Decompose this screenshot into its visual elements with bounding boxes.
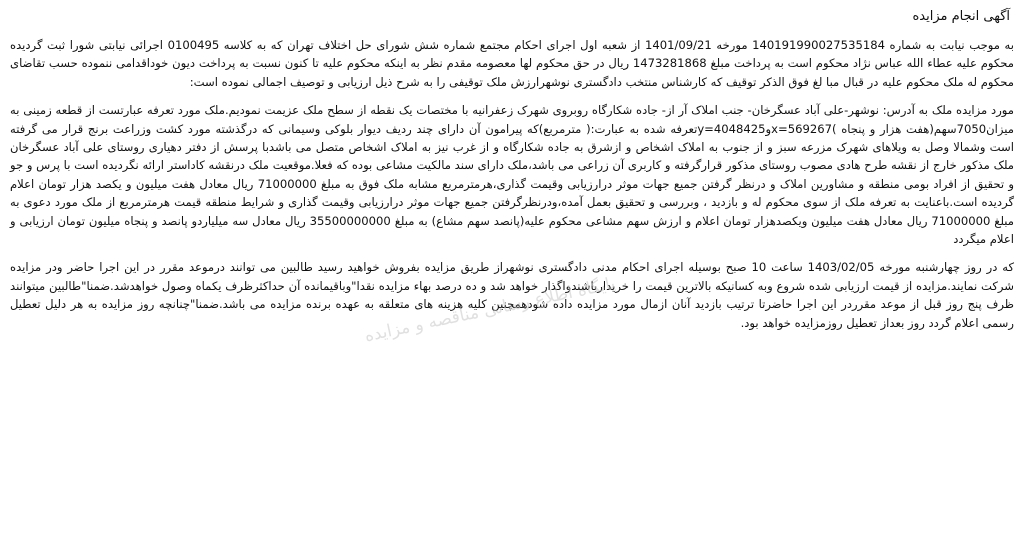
notice-paragraph-property-description: مورد مزایده ملک به آدرس: نوشهر-علی آباد عسگرخان- جنب املاک آر از- جاده شکارگاه روبروی شهرک زعفرانیه با مختصات یک نقطه از سطح ملک عزیمت نمودیم.ملک مورد تعرفه عبارتست از قطعه زمینی به میزان7050سهم(هفت هزار و پنجاه )x=569267وy=4048425تعرفه شده به عبارت:( مترمربع)که پیرامون آن دارای چند ردیف دیوار بلوکی وسیمانی که درگذشته مورد کشت وزراعت برنج قرار می گرفته است وشمالا وصل به ویلاهای شهرک مزرعه سبز و از جنوب به املاک اشخاص و ازشرق به جاده شکارگاه و از غرب نیز به املاک اشخاص متصل می باشدبا پرسش از دفتر دهیاری روستای علی آباد عسگرخان ملک مذکور خارج از نقشه طرح هادی مصوب روستای مذکور قرارگرفته و کاربری آن زراعی می باشد،ملک دارای سند مالکیت مشاعی بوده که فعلا.موقعیت ملک درنقشه کاداستر ارائه نگردیده است با پرس و جو و تحقیق از افراد بومی منطقه و مشاورین املاک و درنظر گرفتن جمیع جهات موثر درارزیابی وقیمت گذاری،هرمترمربع مشابه ملک فوق به مبلغ 71000000 ریال معادل هفت میلیون و یکصد هزار تومان اعلام گردیده است.باعنایت به تعرفه ملک از سوی محکوم له و بازدید ، وبررسی و تحقیق بعمل آمده،ودرنظرگرفتن جمیع جهات موثر درارزیابی وقیمت گذاری و شرایط منطقه قیمت هرمترمربع از ملک مورد دعوی به مبلغ 71000000 ریال معادل هفت میلیون ویکصدهزار تومان اعلام و ارزش سهم مشاعی محکوم علیه(پانصد سهم مشاع) به مبلغ 35500000000 ریال معادل سه میلیاردو پانصد و پنجاه میلیون تومان ارزیابی و اعلام میگردد [10, 103, 1015, 247]
notice-title: آگهی انجام مزایده [912, 9, 1010, 24]
notice-paragraph-auction-terms: که در روز چهارشنبه مورخه 1403/02/05 ساعت 10 صبح بوسیله اجرای احکام مدنی دادگستری نوشهراز طریق مزایده بفروش خواهید رسید طالبین می توانند درموعد مقرر در این اجرا حاضر ودر مزایده شرکت نمایند.مزایده از قیمت ارزیابی شده شروع وبه کسانیکه بالاترین قیمت را خریدارباشندواگذار خواهد شد و ده درصد بهاء مزایده نقدا"وباقیمانده آن حداکثرظرف یکماه وصول خواهدشد.ضمنا"طالبین میتوانند ظرف پنج روز قبل از موعد مقرردر این اجرا حاضرتا ترتیب بازدید آنان ازمال مورد مزایده داده شودهمچنین کلیه هزینه های متعلقه به عهده برنده مزایده می باشد.ضمنا"چنانچه روز مزایده به هر دلیل تعطیل رسمی اعلام گردد روز بعداز تعطیل روزمزایده خواهد بود. [10, 260, 1014, 330]
notice-paragraph-case-details: به موجب نیابت به شماره 140191990027535184 مورخه 1401/09/21 از شعبه اول اجرای احکام مجتمع شماره شش شورای حل اختلاف تهران که به کلاسه 0100495 اجرائی نیابتی شورا ثبت گردیده محکوم علیه عطاء الله عباس نژاد محکوم است به پرداخت مبلغ 1473281868 ریال در حق محکوم لها معصومه مقدم نظر به اینکه محکوم علیه تا کنون نسبت به پرداخت دیون خوداقدامی ننموده حسب تقاضای محکوم له ملک محکوم علیه در قبال مبا لغ فوق الذکر توقیف که کارشناس منتخب دادگستری نوشهرارزش ملک توقیفی را به شرح ذیل ارزیابی و توصیف اجمالی نموده است: [10, 38, 1014, 89]
website-watermark: پایگاه اطلاع رسانی مناقصه و مزایده [362, 273, 618, 347]
